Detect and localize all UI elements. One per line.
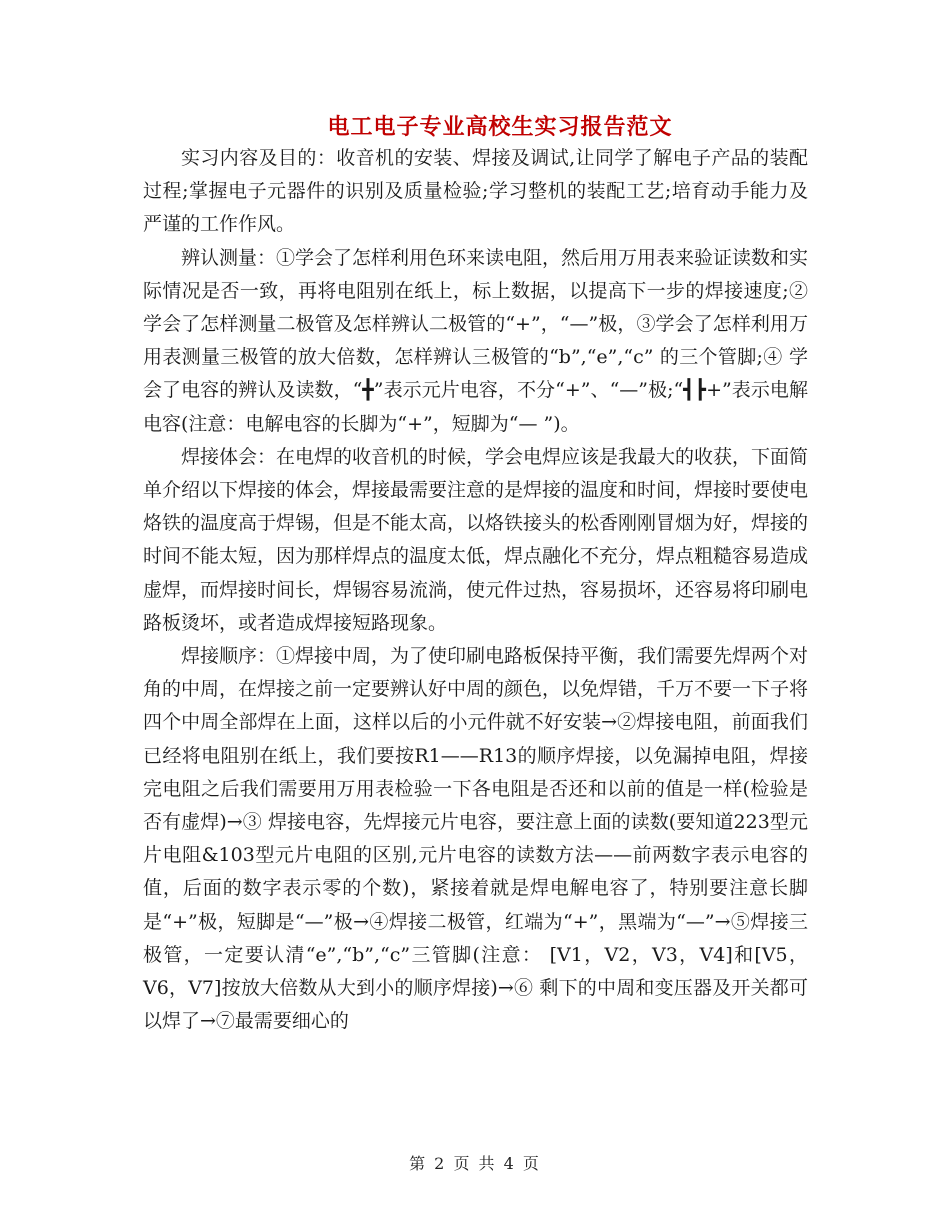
paragraph-soldering-order: 焊接顺序：①焊接中周，为了使印刷电路板保持平衡，我们需要先焊两个对角的中周，在焊接之前一定要辨认好中周的颜色，以免焊错，千万不要一下子将四个中周全部焊在上面，这样以后的小元件就不好安装→②焊接电阻，前面我们已经将电阻别在纸上，我们要按R1——R13的顺序焊接，以免漏掉电阻，焊接完电阻之后我们需要用万用表检验一下各电阻是否还和以前的值是一样(检验是否有虚焊)→③ 焊接电容，先焊接元片电容，要注意上面的读数(要知道223型元片电阻&103型元片电阻的区别,元片电容的读数方法——前两数字表示电容的值，后面的数字表示零的个数)，紧接着就是焊电解电容了，特别要注意长脚是“+”极，短脚是“—”极→④焊接二极管，红端为“+”，黑端为“—”→⑤焊接三极管，一定要认清“e”,“b”,“c”三管脚(注意： [V1，V2，V3，V4]和[V5，V6，V7]按放大倍数从大到小的顺序焊接)→⑥ 剩下的中周和变压器及开关都可以焊了→⑦最需要细心的	[143, 645, 809, 1033]
page-title: 电工电子专业高校生实习报告范文	[327, 114, 673, 140]
document-body	[143, 142, 808, 1038]
page-footer: 第 2 页 共 4 页	[409, 1154, 541, 1173]
paragraph-identification: 辨认测量：①学会了怎样利用色环来读电阻，然后用万用表来验证读数和实际情况是否一致，再将电阻别在纸上，标上数据，以提高下一步的焊接速度;② 学会了怎样测量二极管及怎样辨认二极管的“+”，“—”极，③学会了怎样利用万用表测量三极管的放大倍数，怎样辨认三极管的“b”,“e”,“c” 的三个管脚;④ 学会了电容的辨认及读数，“╋”表示元片电容，不分“+”、“—”极;“┫┣+”表示电解电容(注意：电解电容的长脚为“+”，短脚为“— ”)。	[143, 246, 809, 435]
paragraph-purpose: 实习内容及目的：收音机的安装、焊接及调试,让同学了解电子产品的装配过程;掌握电子元器件的识别及质量检验;学习整机的装配工艺;培育动手能力及严谨的工作作风。	[143, 147, 808, 236]
paragraph-soldering-experience: 焊接体会：在电焊的收音机的时候，学会电焊应该是我最大的收获，下面简单介绍以下焊接的体会，焊接最需要注意的是焊接的温度和时间，焊接时要使电烙铁的温度高于焊锡，但是不能太高，以烙铁接头的松香刚刚冒烟为好，焊接的时间不能太短，因为那样焊点的温度太低，焊点融化不充分，焊点粗糙容易造成虚焊，而焊接时间长，焊锡容易流淌，使元件过热，容易损坏，还容易将印刷电路板烫坏，或者造成焊接短路现象。	[143, 445, 809, 634]
